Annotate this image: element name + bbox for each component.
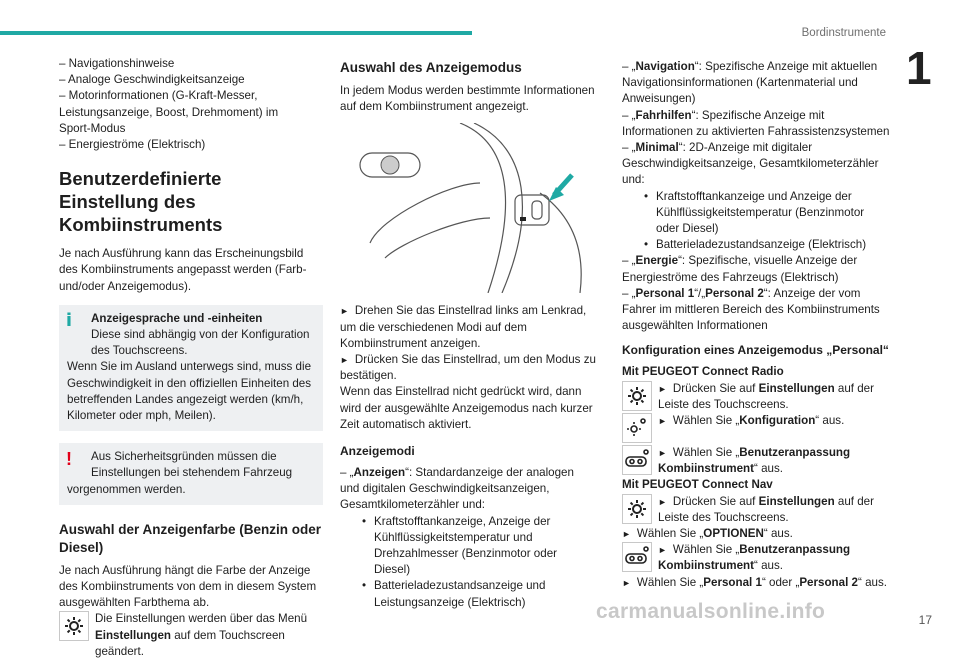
steering-wheel-illustration <box>340 123 596 293</box>
instruction-row: ► Drücken Sie auf Einstellungen auf der Leiste des Touchscreens. <box>622 494 890 526</box>
mode-item: – „Minimal“: 2D-Anzeige mit digitaler Geschwindigkeitsanzeige, Gesamtkilometerzähler und: <box>622 141 879 187</box>
chapter-number: 1 <box>906 42 932 94</box>
arrow-icon: ► <box>340 355 349 366</box>
bullet-item: • Kraftstofftankanzeige, Anzeige der Kühlflüssigkeitstemperatur und Drehzahlmesser (Benzinmotor oder Diesel) <box>362 514 557 577</box>
page-number: 17 <box>918 613 932 627</box>
settings-gear-icon <box>59 611 89 641</box>
arrow-icon: ► <box>340 306 349 317</box>
paragraph: Wenn das Einstellrad nicht gedrückt wird, dann wird der ausgewählte Anzeigemodus nach kurzer Zeit automatisch aktiviert. <box>340 385 593 431</box>
step: ► Drehen Sie das Einstellrad links am Lenkrad, um die verschiedenen Modi auf dem Kombiinstrument anzeigen. <box>340 304 587 350</box>
subheading-nav: Mit PEUGEOT Connect Nav <box>622 478 773 492</box>
column-3 <box>622 59 890 591</box>
settings-gear-icon <box>622 381 652 411</box>
list-item: – Navigationshinweise <box>59 57 175 70</box>
step: ► Wählen Sie „OPTIONEN“ aus. <box>622 527 793 541</box>
warning-text: vorgenommen werden. <box>67 482 186 496</box>
mode-item: – „Navigation“: Spezifische Anzeige mit aktuellen Navigationsinformationen (Kartenmaterial und Anweisungen) <box>622 60 878 106</box>
info-box-title: Anzeigesprache und -einheiten <box>91 311 263 325</box>
watermark: carmanualsonline.info <box>596 600 826 623</box>
mode-item: – „Energie“: Spezifische, visuelle Anzeige der Energieströme des Fahrzeugs (Elektrisch) <box>622 254 858 284</box>
column-1 <box>59 56 323 660</box>
list-item: Sport-Modus <box>59 121 126 135</box>
bullet-item: • Batterieladezustandsanzeige (Elektrisch) <box>644 238 867 252</box>
settings-instruction <box>59 611 323 660</box>
warning-icon: ! <box>66 449 72 470</box>
list-item: – Motorinformationen (G-Kraft-Messer, <box>59 89 258 103</box>
mode-item: – „Personal 1“/„Personal 2“: Anzeige der vom Fahrer im mittleren Bereich des Kombiinstruments ausgewählten Informationen <box>622 286 880 333</box>
info-box-text: Diese sind abhängig von der Konfiguration des Touchscreens. <box>91 328 310 358</box>
list-item: – Energieströme (Elektrisch) <box>59 138 206 152</box>
info-box-text: Wenn Sie im Ausland unterwegs sind, muss die Geschwindigkeit in den offiziellen Einheiten des betreffenden Landes angezeigt werden (km/h, Kilometer oder mph, Meilen). <box>67 360 312 423</box>
section-heading: Benutzerdefinierte Einstellung des Kombiinstruments <box>59 168 223 236</box>
warning-text: Einstellungen bei stehendem Fahrzeug <box>91 466 293 480</box>
warning-text: Aus Sicherheitsgründen müssen die <box>91 450 277 464</box>
subheading-radio: Mit PEUGEOT Connect Radio <box>622 365 784 379</box>
info-icon: i <box>65 309 73 331</box>
instruction-row: ► Wählen Sie „Benutzeranpassung Kombiinstrument“ aus. <box>622 445 890 477</box>
subheading: Anzeigemodi <box>340 444 415 459</box>
section-heading: Auswahl des Anzeigemodus <box>340 60 522 75</box>
paragraph: Je nach Ausführung kann das Erscheinungsbild des Kombiinstruments angepasst werden (Farb- und/oder Anzeigemodus). <box>59 247 307 293</box>
step: ► Wählen Sie „Personal 1“ oder „Personal 2“ aus. <box>622 575 887 589</box>
instruction-row: ► Wählen Sie „Benutzeranpassung Kombiinstrument“ aus. <box>622 542 890 574</box>
warning-box <box>59 443 323 505</box>
mode-item: – „Fahrhilfen“: Spezifische Anzeige mit Informationen zu aktivierten Fahrassistenzsystemen <box>622 108 890 138</box>
instrument-cluster-icon <box>622 445 652 475</box>
subheading: Konfiguration eines Anzeigemodus „Personal“ <box>622 343 889 358</box>
step: ► Drücken Sie das Einstellrad, um den Modus zu bestätigen. <box>340 353 596 383</box>
paragraph: Je nach Ausführung hängt die Farbe der Anzeige des Kombiinstruments von dem in diesem System ausgewählten Farbthema ab. <box>59 563 317 610</box>
header-accent-bar <box>0 31 472 35</box>
section-heading: Auswahl der Anzeigenfarbe (Benzin oder Diesel) <box>59 521 322 555</box>
instruction-row: ► Drücken Sie auf Einstellungen auf der Leiste des Touchscreens. <box>622 381 890 413</box>
settings-text: Die Einstellungen werden über das Menü Einstellungen auf dem Touchscreen geändert. <box>95 612 308 658</box>
bullet-item: • Batterieladezustandsanzeige und Leistungsanzeige (Elektrisch) <box>362 579 546 609</box>
column-2 <box>340 59 596 611</box>
instrument-cluster-icon <box>622 542 652 572</box>
bullet-item: • Kraftstofftankanzeige und Anzeige der Kühlflüssigkeitstemperatur (Benzinmotor oder Diesel) <box>644 189 865 236</box>
mode-item: – „Anzeigen“: Standardanzeige der analogen und digitalen Geschwindigkeitsanzeigen, Gesamtkilometerzähler und: <box>340 466 574 512</box>
paragraph: In jedem Modus werden bestimmte Informationen auf dem Kombiinstrument angezeigt. <box>340 84 595 114</box>
list-item: – Analoge Geschwindigkeitsanzeige <box>59 73 245 87</box>
info-box <box>59 305 323 431</box>
settings-gear-icon <box>622 494 652 524</box>
list-item: Leistungsanzeige, Boost, Drehmoment) im <box>59 105 279 119</box>
instruction-row: ► Wählen Sie „Konfiguration“ aus. <box>622 413 890 445</box>
settings-gears-icon <box>622 413 652 443</box>
section-title: Bordinstrumente <box>801 27 886 39</box>
